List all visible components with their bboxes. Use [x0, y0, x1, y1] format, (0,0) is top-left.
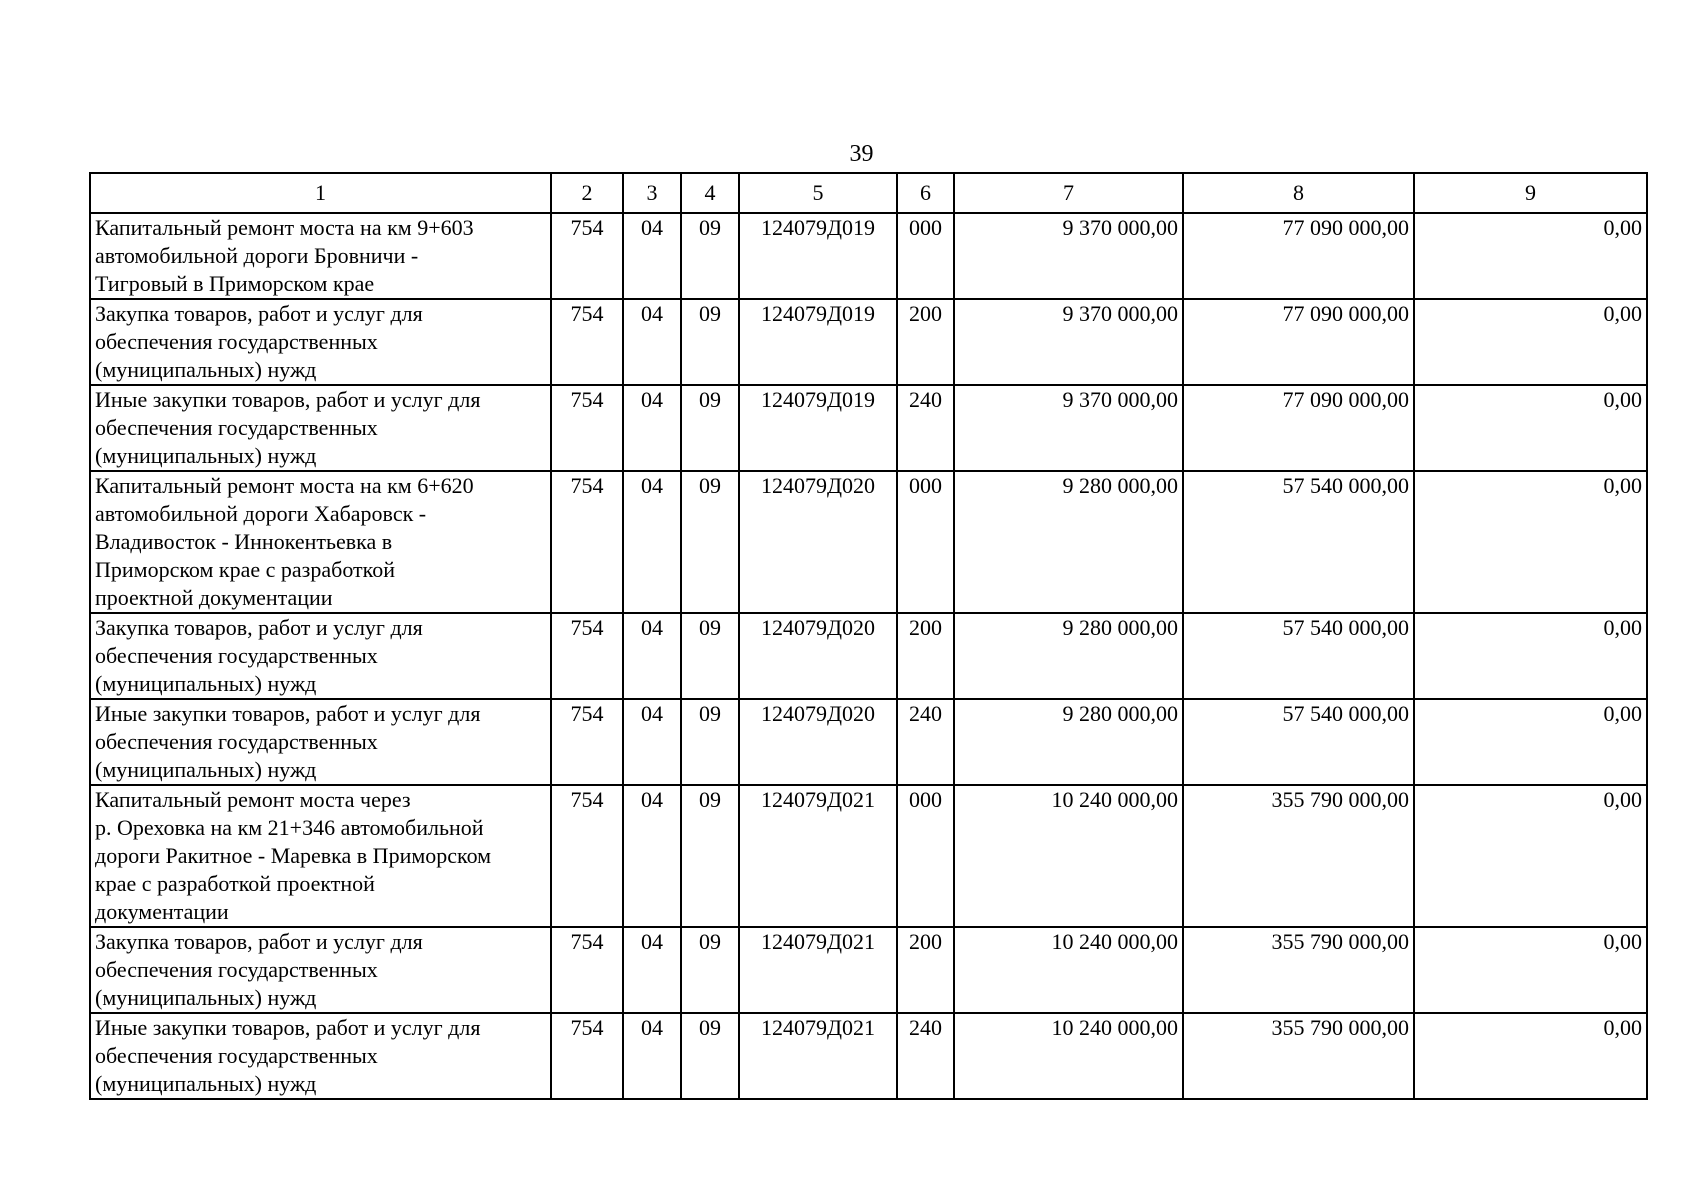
- row-amount-8: 355 790 000,00: [1183, 1013, 1414, 1099]
- row-amount-7: 10 240 000,00: [954, 785, 1183, 927]
- row-code-3: 04: [623, 927, 681, 1013]
- budget-table: [89, 172, 1648, 1100]
- row-amount-9: 0,00: [1414, 699, 1647, 785]
- row-code-3: 04: [623, 471, 681, 613]
- row-description: Закупка товаров, работ и услуг для обеспечения государственных (муниципальных) нужд: [90, 613, 551, 699]
- row-amount-9: 0,00: [1414, 785, 1647, 927]
- row-code-3: 04: [623, 385, 681, 471]
- row-description: Капитальный ремонт моста на км 6+620 автомобильной дороги Хабаровск - Владивосток - Иннокентьевка в Приморском крае с разработкой проектной документации: [90, 471, 551, 613]
- row-amount-7: 9 280 000,00: [954, 471, 1183, 613]
- row-amount-8: 355 790 000,00: [1183, 785, 1414, 927]
- row-amount-7: 10 240 000,00: [954, 1013, 1183, 1099]
- row-code-2: 754: [551, 927, 623, 1013]
- table-header-row: [90, 173, 1647, 213]
- row-code-5: 124079Д020: [739, 471, 897, 613]
- row-amount-7: 9 370 000,00: [954, 299, 1183, 385]
- row-amount-8: 77 090 000,00: [1183, 385, 1414, 471]
- row-code-2: 754: [551, 471, 623, 613]
- row-code-6: 200: [897, 927, 954, 1013]
- row-code-4: 09: [681, 613, 739, 699]
- row-code-4: 09: [681, 699, 739, 785]
- row-code-5: 124079Д019: [739, 299, 897, 385]
- table-row: [90, 213, 1647, 299]
- row-code-4: 09: [681, 471, 739, 613]
- row-amount-9: 0,00: [1414, 471, 1647, 613]
- row-amount-8: 77 090 000,00: [1183, 213, 1414, 299]
- row-amount-7: 10 240 000,00: [954, 927, 1183, 1013]
- row-amount-9: 0,00: [1414, 213, 1647, 299]
- column-header: 3: [623, 173, 681, 213]
- row-amount-7: 9 370 000,00: [954, 213, 1183, 299]
- row-code-5: 124079Д019: [739, 213, 897, 299]
- row-code-4: 09: [681, 213, 739, 299]
- row-code-5: 124079Д019: [739, 385, 897, 471]
- row-code-2: 754: [551, 613, 623, 699]
- row-description: Закупка товаров, работ и услуг для обеспечения государственных (муниципальных) нужд: [90, 299, 551, 385]
- table-row: [90, 613, 1647, 699]
- row-code-3: 04: [623, 1013, 681, 1099]
- row-code-3: 04: [623, 699, 681, 785]
- column-header: 8: [1183, 173, 1414, 213]
- row-code-6: 240: [897, 699, 954, 785]
- table-row: [90, 927, 1647, 1013]
- row-code-3: 04: [623, 613, 681, 699]
- row-code-2: 754: [551, 1013, 623, 1099]
- column-header: 9: [1414, 173, 1647, 213]
- row-description: Капитальный ремонт моста через р. Ореховка на км 21+346 автомобильной дороги Ракитное - Маревка в Приморском крае с разработкой проектной документации: [90, 785, 551, 927]
- row-amount-9: 0,00: [1414, 1013, 1647, 1099]
- page-number: 39: [849, 141, 874, 167]
- row-code-5: 124079Д021: [739, 785, 897, 927]
- row-code-6: 200: [897, 299, 954, 385]
- row-amount-8: 57 540 000,00: [1183, 471, 1414, 613]
- row-amount-9: 0,00: [1414, 385, 1647, 471]
- row-code-4: 09: [681, 385, 739, 471]
- row-code-5: 124079Д020: [739, 699, 897, 785]
- row-description: Иные закупки товаров, работ и услуг для обеспечения государственных (муниципальных) нужд: [90, 385, 551, 471]
- row-code-6: 200: [897, 613, 954, 699]
- column-header: 1: [90, 173, 551, 213]
- table-row: [90, 385, 1647, 471]
- row-code-4: 09: [681, 1013, 739, 1099]
- row-code-2: 754: [551, 385, 623, 471]
- row-code-4: 09: [681, 927, 739, 1013]
- row-code-4: 09: [681, 299, 739, 385]
- table-row: [90, 699, 1647, 785]
- row-description: Капитальный ремонт моста на км 9+603 автомобильной дороги Бровничи - Тигровый в Приморском крае: [90, 213, 551, 299]
- row-description: Иные закупки товаров, работ и услуг для обеспечения государственных (муниципальных) нужд: [90, 1013, 551, 1099]
- table-row: [90, 1013, 1647, 1099]
- row-code-6: 000: [897, 213, 954, 299]
- row-amount-7: 9 370 000,00: [954, 385, 1183, 471]
- column-header: 7: [954, 173, 1183, 213]
- row-code-3: 04: [623, 785, 681, 927]
- row-amount-8: 57 540 000,00: [1183, 699, 1414, 785]
- row-amount-8: 77 090 000,00: [1183, 299, 1414, 385]
- row-amount-8: 355 790 000,00: [1183, 927, 1414, 1013]
- row-code-3: 04: [623, 213, 681, 299]
- row-code-2: 754: [551, 699, 623, 785]
- row-amount-7: 9 280 000,00: [954, 613, 1183, 699]
- row-code-6: 000: [897, 785, 954, 927]
- column-header: 2: [551, 173, 623, 213]
- column-header: 6: [897, 173, 954, 213]
- row-description: Иные закупки товаров, работ и услуг для обеспечения государственных (муниципальных) нужд: [90, 699, 551, 785]
- table-row: [90, 471, 1647, 613]
- row-code-5: 124079Д020: [739, 613, 897, 699]
- row-amount-9: 0,00: [1414, 613, 1647, 699]
- column-header: 4: [681, 173, 739, 213]
- table-row: [90, 299, 1647, 385]
- table-row: [90, 785, 1647, 927]
- row-code-3: 04: [623, 299, 681, 385]
- row-code-5: 124079Д021: [739, 1013, 897, 1099]
- row-amount-7: 9 280 000,00: [954, 699, 1183, 785]
- row-amount-9: 0,00: [1414, 299, 1647, 385]
- row-code-6: 240: [897, 385, 954, 471]
- row-amount-9: 0,00: [1414, 927, 1647, 1013]
- row-description: Закупка товаров, работ и услуг для обеспечения государственных (муниципальных) нужд: [90, 927, 551, 1013]
- row-code-2: 754: [551, 299, 623, 385]
- row-code-6: 240: [897, 1013, 954, 1099]
- row-code-5: 124079Д021: [739, 927, 897, 1013]
- row-amount-8: 57 540 000,00: [1183, 613, 1414, 699]
- column-header: 5: [739, 173, 897, 213]
- row-code-2: 754: [551, 213, 623, 299]
- row-code-4: 09: [681, 785, 739, 927]
- row-code-6: 000: [897, 471, 954, 613]
- row-code-2: 754: [551, 785, 623, 927]
